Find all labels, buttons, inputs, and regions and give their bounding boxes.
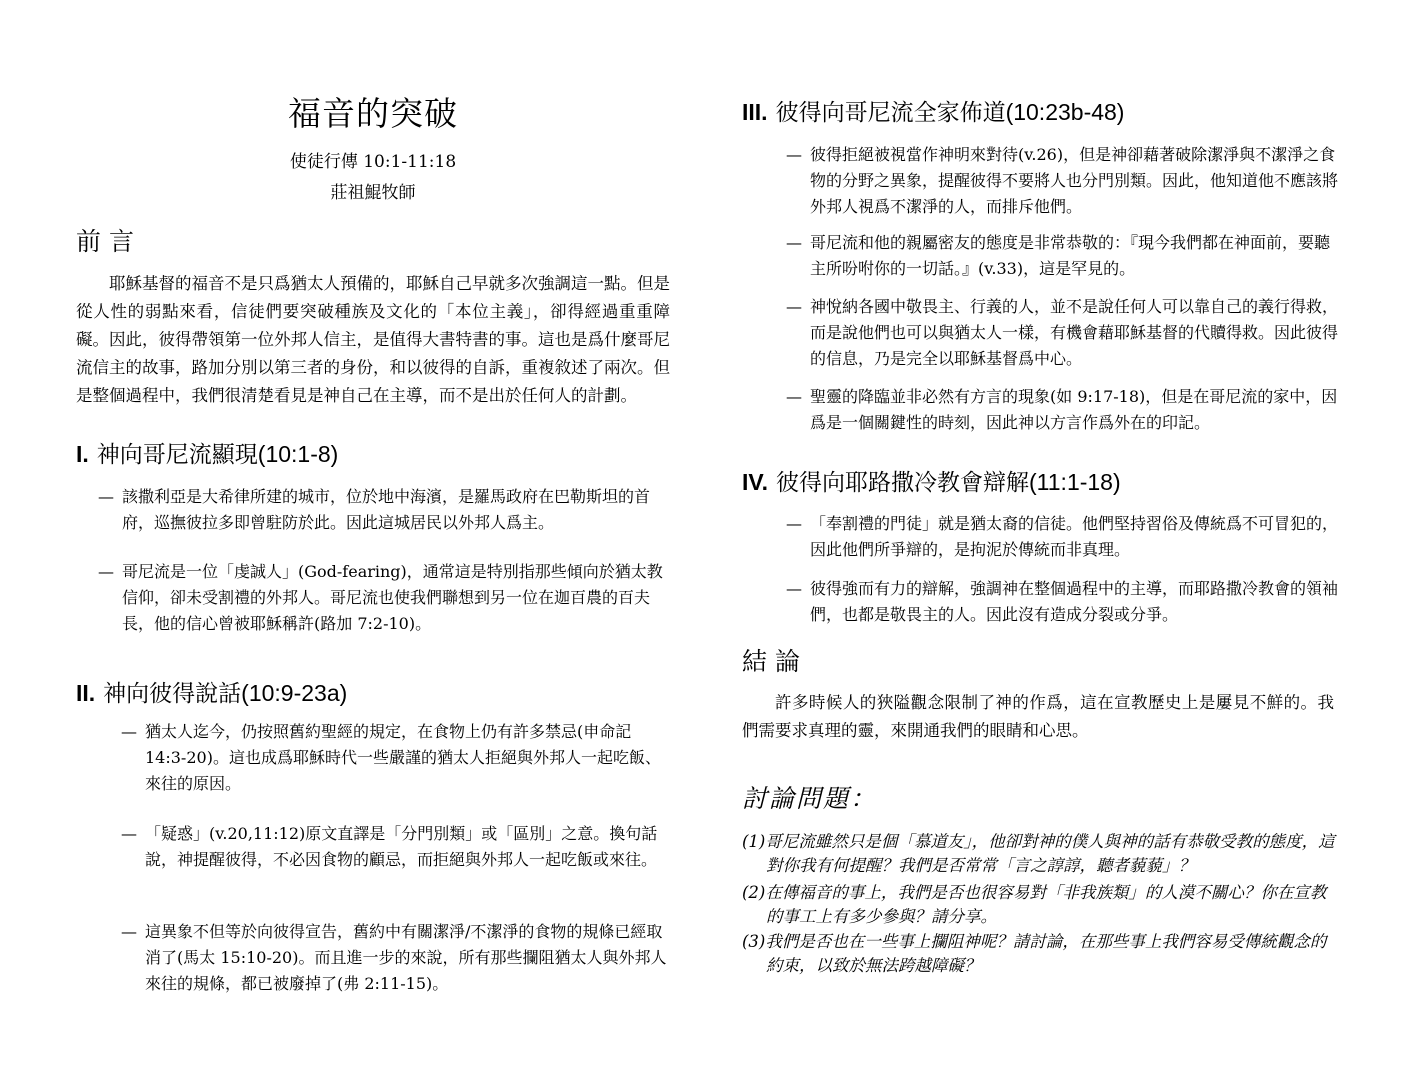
discussion-heading: 討論問題： [742, 784, 878, 813]
dash-marker: — [98, 562, 114, 581]
section-3-bullet-4: — 聖靈的降臨並非必然有方言的現象(如 9:17-18)，但是在哥尼流的家中，因爲是一個關鍵性的時刻，因此神以方言作爲外在的印記。 [786, 384, 1342, 436]
dash-marker: — [786, 145, 802, 164]
section-3-bullet-1: — 彼得拒絕被視當作神明來對待(v.26)，但是神卻藉著破除潔淨與不潔淨之食物的分野之異象，提醒彼得不要將人也分門別類。因此，他知道他不應該將外邦人視爲不潔淨的人，而排斥他們。 [786, 142, 1342, 220]
dash-marker: — [121, 722, 137, 741]
section-4-number: IV. [742, 469, 769, 495]
section-1-title: 神向哥尼流顯現(10:1-8) [96, 441, 339, 467]
section-1-number: I. [76, 441, 89, 467]
dash-marker: — [786, 579, 802, 598]
section-1-heading [76, 436, 338, 469]
dash-marker: — [121, 824, 137, 843]
section-1-bullet-2: — 哥尼流是一位「虔誠人」(God-fearing)，通常這是特別指那些傾向於猶太教信仰，卻未受割禮的外邦人。哥尼流也使我們聯想到另一位在迦百農的百夫長，他的信心曾被耶穌稱許(路加 7:2-10)。 [98, 559, 670, 637]
section-3-heading [742, 94, 1124, 127]
dash-marker: — [786, 387, 802, 406]
dash-marker: — [786, 297, 802, 316]
section-3-bullet-3: — 神悅納各國中敬畏主、行義的人，並不是說任何人可以靠自己的義行得救，而是說他們也可以與猶太人一樣，有機會藉耶穌基督的代贖得救。因此彼得的信息，乃是完全以耶穌基督爲中心。 [786, 294, 1342, 372]
section-4-bullet-2: — 彼得強而有力的辯解，強調神在整個過程中的主導，而耶路撒冷教會的領袖們，也都是敬畏主的人。因此沒有造成分裂或分爭。 [786, 576, 1342, 628]
discussion-question-1: (1)哥尼流雖然只是個「慕道友」，他卻對神的僕人與神的話有恭敬受教的態度，這對你我有何提醒？我們是否常常「言之諄諄，聽者藐藐」？ [742, 832, 1335, 875]
section-2-heading [76, 675, 347, 708]
section-2-bullet-3: — 這異象不但等於向彼得宣告，舊約中有關潔淨/不潔淨的食物的規條已經取消了(馬太 15:10-20)。而且進一步的來說，所有那些攔阻猶太人與外邦人來往的規條，都已被廢掉了(弗 2:11-15)。 [121, 919, 670, 997]
section-2-title: 神向彼得說話(10:9-23a) [103, 680, 348, 706]
section-3-number: III. [742, 99, 768, 125]
section-2-number: II. [76, 680, 96, 706]
section-2-bullet-1: — 猶太人迄今，仍按照舊約聖經的規定，在食物上仍有許多禁忌(申命記 14:3-20)。這也成爲耶穌時代一些嚴謹的猶太人拒絕與外邦人一起吃飯、來往的原因。 [121, 719, 670, 797]
conclusion-paragraph: 許多時候人的狹隘觀念限制了神的作爲，這在宣教歷史上是屢見不鮮的。我們需要求真理的靈，來開通我們的眼睛和心思。 [742, 693, 1334, 740]
section-1-bullet-1: — 該撒利亞是大希律所建的城市，位於地中海濱，是羅馬政府在巴勒斯坦的首府，巡撫彼拉多即曾駐防於此。因此這城居民以外邦人爲主。 [98, 484, 670, 536]
intro-heading: 前言 [76, 227, 143, 256]
section-2-bullet-2: — 「疑惑」(v.20,11:12)原文直譯是「分門別類」或「區別」之意。換句話說，神提醒彼得，不必因食物的顧忌，而拒絕與外邦人一起吃飯或來往。 [121, 821, 670, 873]
conclusion-heading: 結論 [742, 647, 809, 676]
dash-marker: — [121, 922, 137, 941]
discussion-question-2: (2)在傳福音的事上，我們是否也很容易對「非我族類」的人漠不關心？你在宣教的事工上有多少參與？請分享。 [742, 883, 1327, 926]
dash-marker: — [786, 233, 802, 252]
author-name: 莊祖鯤牧師 [330, 183, 416, 203]
section-3-bullet-2: — 哥尼流和他的親屬密友的態度是非常恭敬的：『現今我們都在神面前，要聽主所吩咐你的一切話。』(v.33)，這是罕見的。 [786, 230, 1342, 282]
section-3-title: 彼得向哥尼流全家佈道(10:23b-48) [775, 99, 1125, 125]
dash-marker: — [786, 514, 802, 533]
scripture-reference: 使徒行傳 10:1-11:18 [289, 152, 457, 172]
section-4-heading [742, 464, 1121, 497]
page-title: 福音的突破 [288, 94, 458, 133]
section-4-bullet-1: — 「奉割禮的門徒」就是猶太裔的信徒。他們堅持習俗及傳統爲不可冒犯的，因此他們所爭辯的，是拘泥於傳統而非真理。 [786, 511, 1342, 563]
dash-marker: — [98, 487, 114, 506]
section-4-title: 彼得向耶路撒冷教會辯解(11:1-18) [776, 469, 1121, 495]
discussion-question-3: (3)我們是否也在一些事上攔阻神呢？請討論，在那些事上我們容易受傳統觀念的約束，以致於無法跨越障礙？ [742, 932, 1327, 975]
intro-paragraph: 耶穌基督的福音不是只爲猶太人預備的，耶穌自己早就多次強調這一點。但是從人性的弱點來看，信徒們要突破種族及文化的「本位主義」，卻得經過重重障礙。因此，彼得帶領第一位外邦人信主，是值得大書特書的事。這也是爲什麼哥尼流信主的故事，路加分別以第三者的身份，和以彼得的自訴，重複敘述了兩次。但是整個過程中，我們很清楚看見是神自己在主導，而不是出於任何人的計劃。 [76, 274, 670, 405]
